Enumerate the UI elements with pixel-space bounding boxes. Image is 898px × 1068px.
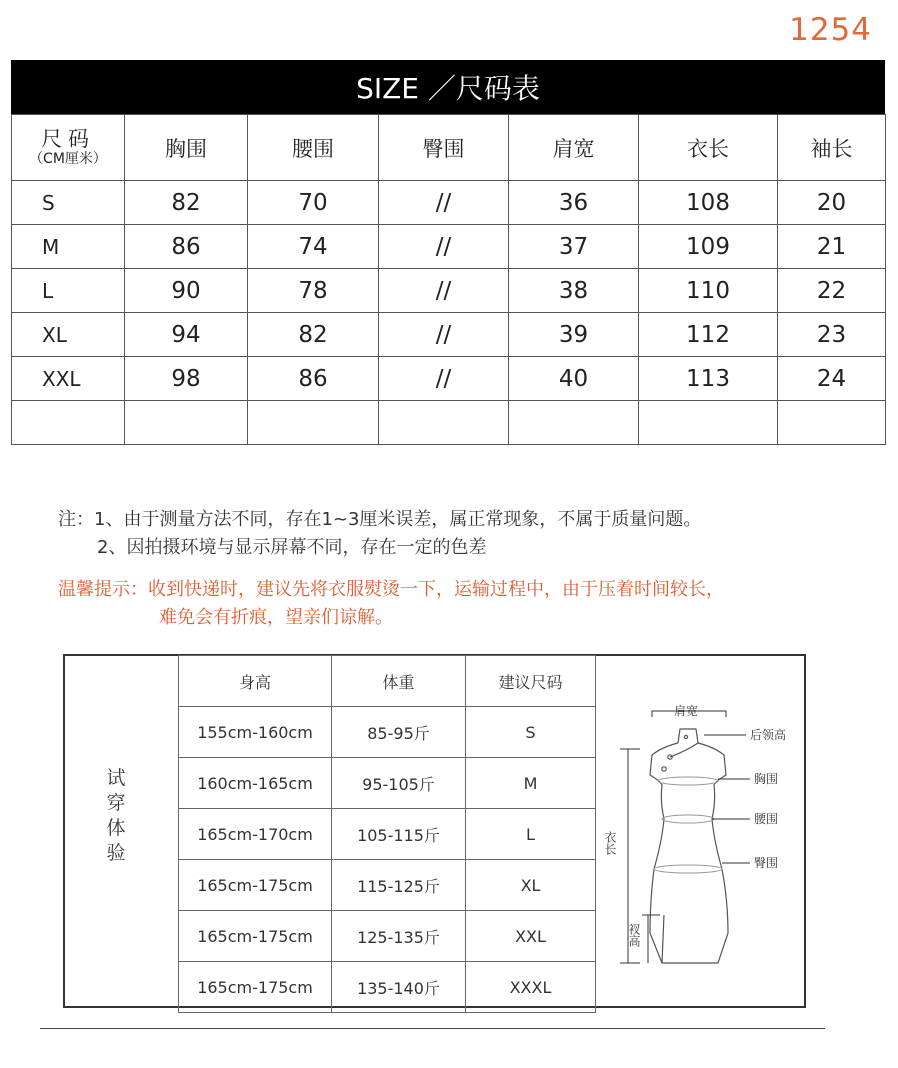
table-cell: 39 [509, 313, 639, 357]
table-cell: // [379, 269, 509, 313]
weight-cell: 95-105斤 [332, 758, 466, 809]
table-cell: 86 [248, 357, 379, 401]
note-line-2: 2、因拍摄环境与显示屏幕不同，存在一定的色差 [97, 537, 487, 558]
fitting-experience-label: 试穿体验 [106, 767, 126, 864]
table-row [179, 962, 596, 1013]
weight-cell: 125-135斤 [332, 911, 466, 962]
label-shoulder: 肩宽 [674, 704, 699, 718]
size-cell: XXL [466, 911, 596, 962]
table-cell: 110 [639, 269, 778, 313]
height-cell: 160cm-165cm [179, 758, 332, 809]
height-cell: 155cm-160cm [179, 707, 332, 758]
table-cell: 98 [125, 357, 248, 401]
empty-cell [248, 401, 379, 445]
table-row [12, 269, 886, 313]
size-header-label: 尺码 [41, 127, 95, 152]
size-table [11, 114, 886, 445]
size-label: L [12, 269, 125, 313]
table-cell: 20 [778, 181, 886, 225]
column-header-height: 身高 [179, 656, 332, 707]
height-cell: 165cm-175cm [179, 860, 332, 911]
measurement-ellipses [654, 777, 722, 873]
size-label: S [12, 181, 125, 225]
height-cell: 165cm-170cm [179, 809, 332, 860]
table-row [12, 181, 886, 225]
table-cell: // [379, 181, 509, 225]
label-hip: 臀围 [754, 856, 779, 870]
size-column-header [12, 115, 125, 181]
bottom-divider [40, 1028, 825, 1029]
column-header-weight: 体重 [332, 656, 466, 707]
column-header-recommended-size: 建议尺码 [466, 656, 596, 707]
empty-table-row [12, 401, 886, 445]
empty-cell [379, 401, 509, 445]
table-cell: 112 [639, 313, 778, 357]
table-cell: 113 [639, 357, 778, 401]
table-cell: 23 [778, 313, 886, 357]
fitting-table [178, 655, 596, 1013]
tip-line-1: 温馨提示：收到快递时，建议先将衣服熨烫一下，运输过程中，由于压着时间较长， [58, 579, 724, 600]
table-row [179, 911, 596, 962]
size-label: XL [12, 313, 125, 357]
table-cell: 70 [248, 181, 379, 225]
fitting-table-header-row [179, 656, 596, 707]
height-cell: 165cm-175cm [179, 911, 332, 962]
size-header-unit: （CM厘米） [29, 151, 107, 168]
label-waist: 腰围 [754, 812, 779, 826]
product-code: 1254 [789, 12, 872, 48]
table-row [12, 313, 886, 357]
table-cell: 36 [509, 181, 639, 225]
table-cell: 37 [509, 225, 639, 269]
empty-cell [639, 401, 778, 445]
size-chart-banner [11, 60, 885, 114]
size-cell: XL [466, 860, 596, 911]
table-cell: 21 [778, 225, 886, 269]
label-back-collar: 后领高 [750, 728, 787, 742]
size-label: M [12, 225, 125, 269]
fitting-experience-box [63, 654, 806, 1008]
label-length: 衣长 [603, 831, 617, 855]
table-cell: 74 [248, 225, 379, 269]
table-cell: 86 [125, 225, 248, 269]
table-cell: 82 [125, 181, 248, 225]
table-cell: 90 [125, 269, 248, 313]
size-table-header-row [12, 115, 886, 181]
table-row [179, 758, 596, 809]
table-cell: 94 [125, 313, 248, 357]
table-cell: 108 [639, 181, 778, 225]
banner-title: SIZE ／尺码表 [356, 72, 540, 105]
size-label: XXL [12, 357, 125, 401]
note-line-1: 注：1、由于测量方法不同，存在1~3厘米误差，属正常现象，不属于质量问题。 [58, 509, 702, 530]
table-row [12, 357, 886, 401]
qipao-dress-illustration [650, 729, 728, 963]
table-cell: // [379, 313, 509, 357]
label-slit: 衩高 [627, 923, 641, 947]
table-row [179, 860, 596, 911]
column-header-hip: 臀围 [379, 115, 509, 181]
table-cell: 22 [778, 269, 886, 313]
table-row [179, 707, 596, 758]
table-cell: 24 [778, 357, 886, 401]
table-cell: 38 [509, 269, 639, 313]
table-row [179, 809, 596, 860]
weight-cell: 105-115斤 [332, 809, 466, 860]
column-header-waist: 腰围 [248, 115, 379, 181]
label-chest: 胸围 [754, 772, 779, 786]
qipao-measurement-diagram [600, 701, 810, 991]
table-cell: // [379, 357, 509, 401]
size-cell: XXXL [466, 962, 596, 1013]
empty-cell [125, 401, 248, 445]
table-cell: 40 [509, 357, 639, 401]
empty-cell [778, 401, 886, 445]
table-cell: 109 [639, 225, 778, 269]
table-cell: 78 [248, 269, 379, 313]
column-header-shoulder: 肩宽 [509, 115, 639, 181]
size-cell: L [466, 809, 596, 860]
table-cell: // [379, 225, 509, 269]
table-row [12, 225, 886, 269]
column-header-chest: 胸围 [125, 115, 248, 181]
tip-line-2: 难免会有折痕，望亲们谅解。 [159, 607, 393, 628]
empty-cell [509, 401, 639, 445]
column-header-length: 衣长 [639, 115, 778, 181]
column-header-sleeve: 袖长 [778, 115, 886, 181]
weight-cell: 135-140斤 [332, 962, 466, 1013]
size-cell: M [466, 758, 596, 809]
table-cell: 82 [248, 313, 379, 357]
weight-cell: 85-95斤 [332, 707, 466, 758]
height-cell: 165cm-175cm [179, 962, 332, 1013]
weight-cell: 115-125斤 [332, 860, 466, 911]
empty-cell [12, 401, 125, 445]
size-cell: S [466, 707, 596, 758]
